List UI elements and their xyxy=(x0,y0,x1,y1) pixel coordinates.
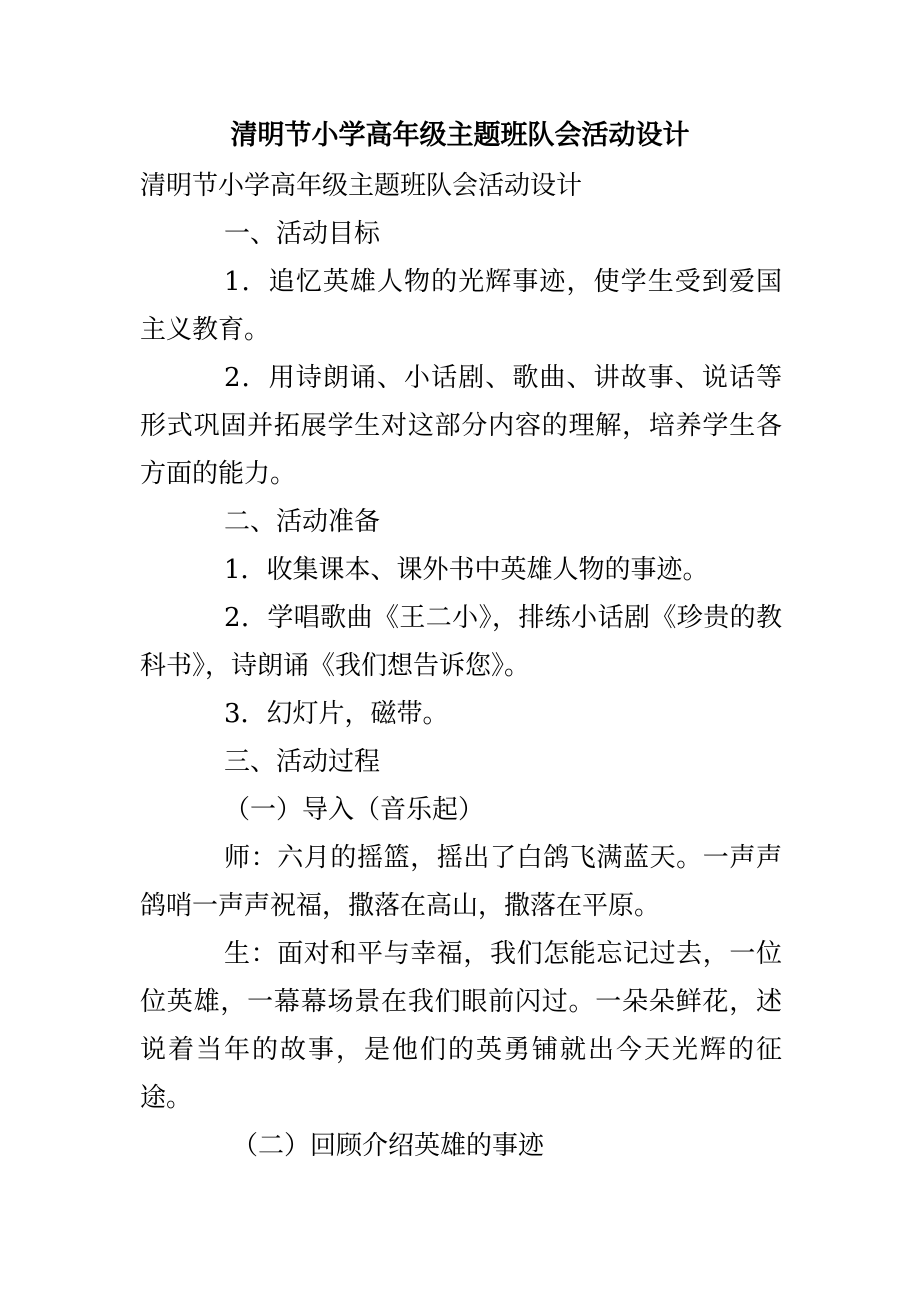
document-title: 清明节小学高年级主题班队会活动设计 xyxy=(230,120,690,151)
goal-item-1: 1．追忆英雄人物的光辉事迹，使学生受到爱国主义教育。 xyxy=(140,267,782,345)
subtitle-paragraph: 清明节小学高年级主题班队会活动设计 xyxy=(140,171,583,201)
section-heading-goals: 一、活动目标 xyxy=(224,219,381,249)
student-line: 生：面对和平与幸福，我们怎能忘记过去，一位位英雄，一幕幕场景在我们眼前闪过。一朵朵鲜花，述说着当年的故事，是他们的英勇铺就出今天光辉的征途。 xyxy=(140,939,782,1113)
section-heading-preparation: 二、活动准备 xyxy=(224,507,381,537)
preparation-item-1: 1．收集课本、课外书中英雄人物的事迹。 xyxy=(224,555,709,585)
preparation-item-2: 2．学唱歌曲《王二小》，排练小话剧《珍贵的教科书》，诗朗诵《我们想告诉您》。 xyxy=(140,603,782,681)
subsection-heading-heroes: （二）回顾介绍英雄的事迹 xyxy=(232,1131,545,1161)
document-body xyxy=(140,162,782,1170)
teacher-line: 师：六月的摇篮，摇出了白鸽飞满蓝天。一声声鸽哨一声声祝福，撒落在高山，撒落在平原。 xyxy=(140,843,782,921)
goal-item-2: 2．用诗朗诵、小话剧、歌曲、讲故事、说话等形式巩固并拓展学生对这部分内容的理解，培养学生各方面的能力。 xyxy=(140,363,782,489)
subsection-heading-intro: （一）导入（音乐起） xyxy=(224,795,485,825)
section-heading-process: 三、活动过程 xyxy=(224,747,381,777)
preparation-item-3: 3．幻灯片，磁带。 xyxy=(224,699,449,729)
